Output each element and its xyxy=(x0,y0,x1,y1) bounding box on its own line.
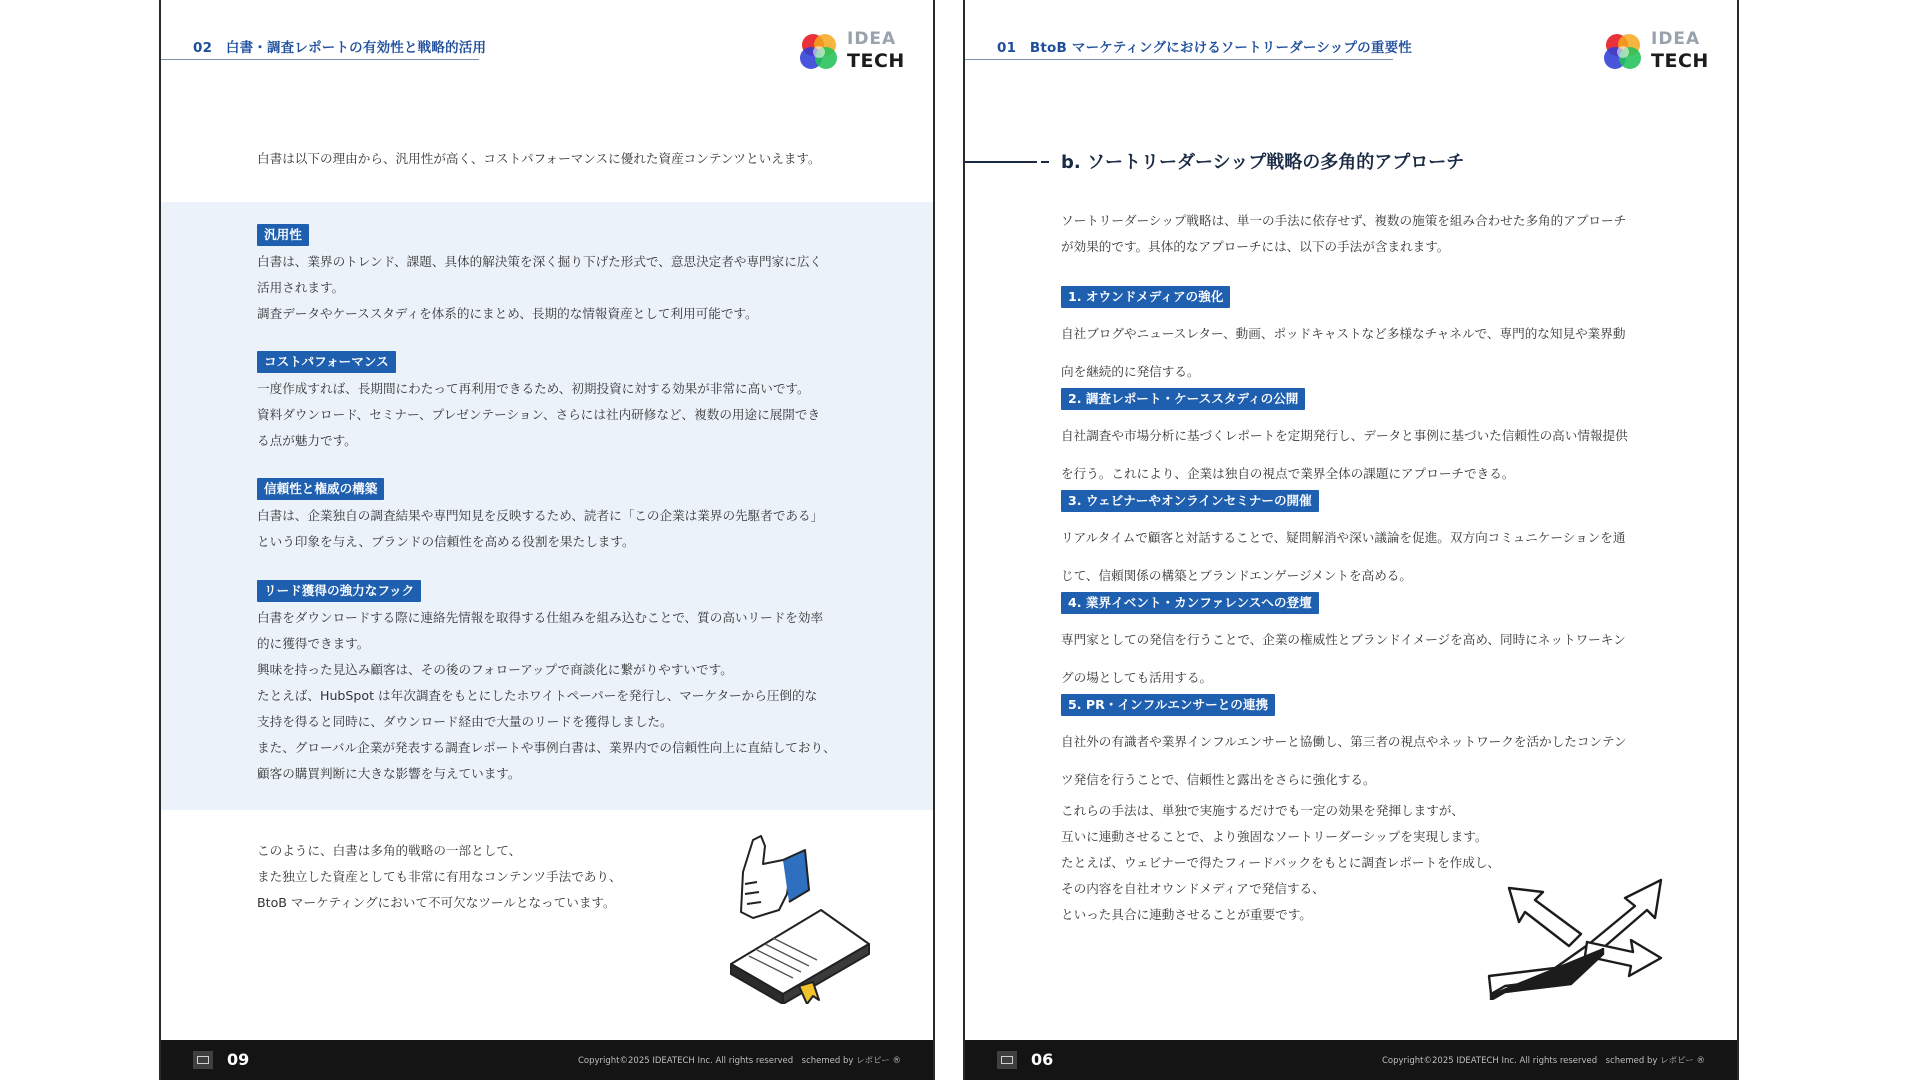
point-label: 汎用性 xyxy=(257,224,309,246)
point-text-line: また、グローバル企業が発表する調査レポートや事例白書は、業界内での信頼性向上に直結しており、 xyxy=(257,740,836,755)
point-text-line: 的に獲得できます。 xyxy=(257,636,370,651)
point-text-line: 白書は、業界のトレンド、課題、具体的解決策を深く掘り下げた形式で、意思決定者や専門家に広く xyxy=(257,254,823,269)
page-number: 09 xyxy=(227,1050,250,1069)
point-text-line: 支持を得ると同時に、ダウンロード経由で大量のリードを獲得しました。 xyxy=(257,714,673,729)
closing-line: これらの手法は、単独で実施するだけでも一定の効果を発揮しますが、 xyxy=(1061,803,1464,818)
approach-label: 1. オウンドメディアの強化 xyxy=(1061,286,1230,308)
approach-text-line: 自社ブログやニュースレター、動画、ポッドキャストなど多様なチャネルで、専門的な知見や業界動 xyxy=(1061,325,1626,341)
ideatech-logo xyxy=(799,29,905,74)
approach-text-line: 自社調査や市場分析に基づくレポートを定期発行し、データと事例に基づいた信頼性の高い情報提供 xyxy=(1061,427,1628,443)
document-icon xyxy=(997,1051,1017,1069)
point-text-line: 白書は、企業独自の調査結果や専門知見を反映するため、読者に「この企業は業界の先駆者である」 xyxy=(257,508,824,523)
section-heading-dash xyxy=(1041,161,1049,163)
point-block-lead-generation xyxy=(257,580,837,787)
page-header-title: 01 BtoB マーケティングにおけるソートリーダーシップの重要性 xyxy=(997,40,1412,56)
page-number: 06 xyxy=(1031,1050,1054,1069)
intro-paragraph: 白書は以下の理由から、汎用性が高く、コストパフォーマンスに優れた資産コンテンツといえます。 xyxy=(257,151,821,166)
conclusion-paragraph xyxy=(257,838,677,916)
closing-line: 互いに連動させることで、より強固なソートリーダーシップを実現します。 xyxy=(1061,829,1488,844)
conclusion-line: このように、白書は多角的戦略の一部として、 xyxy=(257,843,522,858)
approach-label: 2. 調査レポート・ケーススタディの公開 xyxy=(1061,388,1305,410)
approach-research-reports xyxy=(1061,388,1661,500)
approach-text-line: を行う。これにより、企業は独自の視点で業界全体の課題にアプローチできる。 xyxy=(1061,466,1515,482)
approach-pr-influencer xyxy=(1061,694,1661,806)
approach-text-line: 自社外の有識者や業界インフルエンサーと協働し、第三者の視点やネットワークを活かしたコンテン xyxy=(1061,733,1627,749)
logo-word-tech: TECH xyxy=(1651,50,1709,72)
logo-word-idea: IDEA xyxy=(847,29,897,49)
approach-label: 3. ウェビナーやオンラインセミナーの開催 xyxy=(1061,490,1319,512)
page-footer xyxy=(161,1040,933,1080)
header-underline xyxy=(965,59,1393,60)
approach-text-line: リアルタイムで顧客と対話することで、疑問解消や深い議論を促進。双方向コミュニケーションを通 xyxy=(1061,529,1626,545)
approach-owned-media xyxy=(1061,286,1661,398)
point-label: 信頼性と権威の構築 xyxy=(257,478,384,500)
intro-line: が効果的です。具体的なアプローチには、以下の手法が含まれます。 xyxy=(1061,239,1450,254)
color-wheel-logo-icon xyxy=(1603,32,1643,72)
point-text-line: という印象を与え、ブランドの信頼性を高める役割を果たします。 xyxy=(257,534,635,549)
point-text-line: 興味を持った見込み顧客は、その後のフォローアップで商談化に繋がりやすいです。 xyxy=(257,662,733,677)
thumbs-up-and-book-illustration xyxy=(709,832,879,1004)
ideatech-logo xyxy=(1603,29,1709,74)
closing-line: たとえば、ウェビナーで得たフィードバックをもとに調査レポートを作成し、 xyxy=(1061,855,1501,870)
conclusion-line: また独立した資産としても非常に有用なコンテンツ手法であり、 xyxy=(257,869,622,884)
approach-text-line: 専門家としての発信を行うことで、企業の権威性とブランドイメージを高め、同時にネットワーキン xyxy=(1061,631,1626,647)
point-text-line: 顧客の購買判断に大きな影響を与えています。 xyxy=(257,766,521,781)
point-text-line: る点が魅力です。 xyxy=(257,433,357,448)
logo-word-tech: TECH xyxy=(847,50,905,72)
point-text-line: 一度作成すれば、長期間にわたって再利用できるため、初期投資に対する効果が非常に高いです。 xyxy=(257,381,810,396)
approach-label: 4. 業界イベント・カンファレンスへの登壇 xyxy=(1061,592,1319,614)
document-icon xyxy=(193,1051,213,1069)
approach-text-line: じて、信頼関係の構築とブランドエンゲージメントを高める。 xyxy=(1061,568,1412,584)
document-page-right xyxy=(963,0,1739,1080)
approach-webinars xyxy=(1061,490,1661,602)
page-header-title: 02 白書・調査レポートの有効性と戦略的活用 xyxy=(193,40,487,56)
point-block-versatility xyxy=(257,224,837,327)
approach-industry-events xyxy=(1061,592,1661,704)
logo-word-idea: IDEA xyxy=(1651,29,1701,49)
conclusion-line: BtoB マーケティングにおいて不可欠なツールとなっています。 xyxy=(257,895,616,910)
branching-arrows-icon xyxy=(1489,880,1661,1000)
open-book-icon xyxy=(731,910,869,1004)
copyright-text: Copyright©2025 IDEATECH Inc. All rights reserved schemed by レポピー ® xyxy=(1381,1056,1705,1066)
document-page-left xyxy=(159,0,935,1080)
closing-line: その内容を自社オウンドメディアで発信する、 xyxy=(1061,881,1325,896)
header-underline xyxy=(161,59,479,60)
point-text-line: 資料ダウンロード、セミナー、プレゼンテーション、さらには社内研修など、複数の用途に展開でき xyxy=(257,407,821,422)
point-label: コストパフォーマンス xyxy=(257,351,396,373)
approach-label: 5. PR・インフルエンサーとの連携 xyxy=(1061,694,1275,716)
point-text-line: 調査データやケーススタディを体系的にまとめ、長期的な情報資産として利用可能です。 xyxy=(257,306,758,321)
point-block-cost-performance xyxy=(257,351,837,454)
section-title: b. ソートリーダーシップ戦略の多角的アプローチ xyxy=(1061,152,1465,173)
point-label: リード獲得の強力なフック xyxy=(257,580,421,602)
intro-line: ソートリーダーシップ戦略は、単一の手法に依存せず、複数の施策を組み合わせた多角的アプローチ xyxy=(1061,213,1627,228)
page-footer xyxy=(965,1040,1737,1080)
point-text-line: 白書をダウンロードする際に連絡先情報を取得する仕組みを組み込むことで、質の高いリードを効率 xyxy=(257,610,824,625)
branching-arrows-illustration xyxy=(1485,872,1669,1000)
point-block-trust-authority xyxy=(257,478,837,555)
point-text-line: たとえば、HubSpot は年次調査をもとにしたホワイトペーパーを発行し、マーケターから圧倒的な xyxy=(257,688,818,703)
approach-text-line: ツ発信を行うことで、信頼性と露出をさらに強化する。 xyxy=(1061,772,1376,788)
point-text-line: 活用されます。 xyxy=(257,280,345,295)
intro-paragraph xyxy=(1061,208,1651,260)
closing-line: といった具合に連動させることが重要です。 xyxy=(1061,907,1312,922)
color-wheel-logo-icon xyxy=(799,32,839,72)
approach-text-line: 向を継続的に発信する。 xyxy=(1061,364,1200,380)
copyright-text: Copyright©2025 IDEATECH Inc. All rights reserved schemed by レポピー ® xyxy=(577,1056,901,1066)
section-heading-rule xyxy=(965,161,1037,163)
thumbs-up-icon xyxy=(741,836,809,918)
approach-text-line: グの場としても活用する。 xyxy=(1061,670,1213,686)
